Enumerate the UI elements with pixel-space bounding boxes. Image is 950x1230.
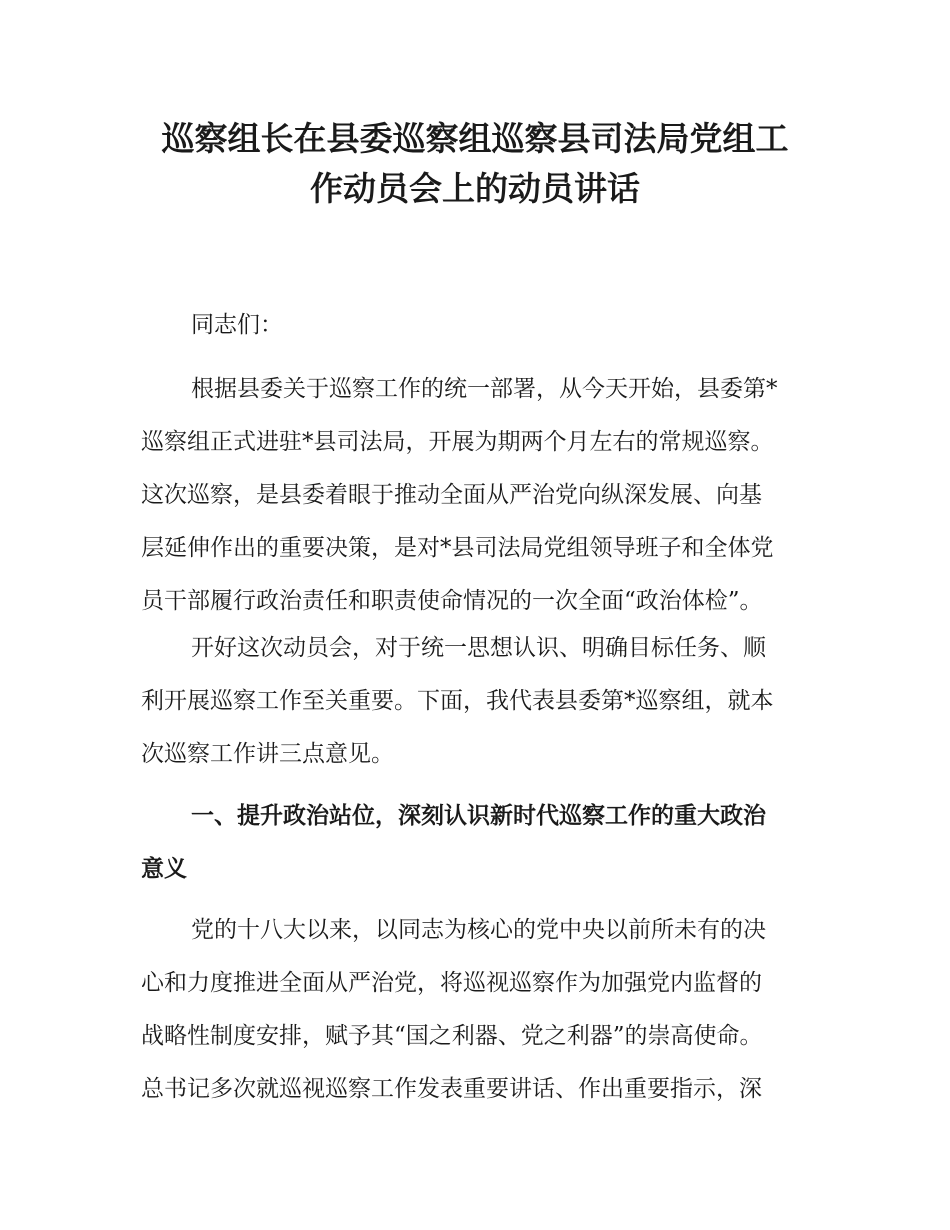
title-line-1: 巡察组长在县委巡察组巡察县司法局党组工 xyxy=(161,119,789,158)
paragraph-2-line-3: 次巡察工作讲三点意见。 xyxy=(141,741,394,767)
title-line-2: 作动员会上的动员讲话 xyxy=(310,169,640,208)
paragraph-3-line-2: 心和力度推进全面从严治党，将巡视巡察作为加强党内监督的 xyxy=(141,970,762,996)
greeting-text: 同志们： xyxy=(191,312,283,338)
section-heading-1-line-1: 一、提升政治站位，深刻认识新时代巡察工作的重大政治 xyxy=(191,803,766,829)
paragraph-3 xyxy=(141,904,821,1116)
paragraph-1-line-2: 巡察组正式进驻*县司法局，开展为期两个月左右的常规巡察。 xyxy=(141,429,774,455)
paragraph-3-line-1: 党的十八大以来，以同志为核心的党中央以前所未有的决 xyxy=(191,917,766,943)
paragraph-2-line-1: 开好这次动员会，对于统一思想认识、明确目标任务、顺 xyxy=(191,635,766,661)
paragraph-1-line-4: 层延伸作出的重要决策，是对*县司法局党组领导班子和全体党 xyxy=(141,535,774,561)
paragraph-1-line-3: 这次巡察，是县委着眼于推动全面从严治党向纵深发展、向基 xyxy=(141,482,762,508)
paragraph-1-line-1: 根据县委关于巡察工作的统一部署，从今天开始，县委第* xyxy=(191,376,778,402)
paragraph-3-line-3: 战略性制度安排，赋予其“国之利器、党之利器”的崇高使命。 xyxy=(141,1023,763,1049)
section-heading-1-line-2: 意义 xyxy=(141,856,187,882)
section-heading-1 xyxy=(141,790,821,896)
document-title xyxy=(100,114,850,214)
paragraph-1-line-5: 员干部履行政治责任和职责使命情况的一次全面“政治体检”。 xyxy=(141,588,763,614)
paragraph-3-line-4: 总书记多次就巡视巡察工作发表重要讲话、作出重要指示，深 xyxy=(141,1076,762,1102)
paragraph-2-line-2: 利开展巡察工作至关重要。下面，我代表县委第*巡察组，就本 xyxy=(141,688,774,714)
greeting xyxy=(141,299,821,352)
paragraph-1 xyxy=(141,363,821,628)
paragraph-2 xyxy=(141,622,821,781)
